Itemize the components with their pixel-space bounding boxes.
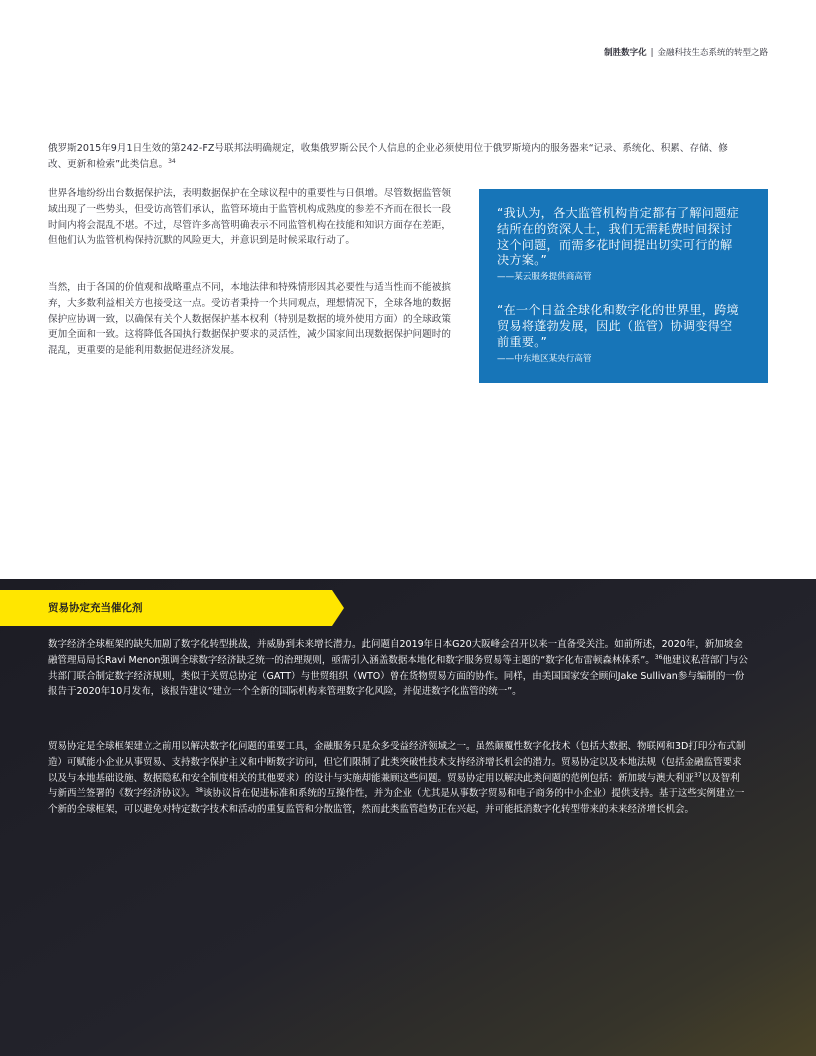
footnote-ref-34: 34 <box>168 157 176 165</box>
quote-cloud-provider-attribution: ——某云服务提供商高管 <box>497 272 592 283</box>
paragraph-trade-agreements-text-b: 以及智利与新西兰签署的《数字经济协议》。 <box>48 772 740 800</box>
paragraph-data-protection: 世界各地纷纷出台数据保护法，表明数据保护在全球议程中的重要性与日俱增。尽管数据监管领域出现了一些势头，但受访高管们承认，监管环境由于监管机构成熟度的参差不齐而在很长一段时间内将会混乱不堪。不过，尽管许多高管明确表示不同监管机构在技能和知识方面存在差距，但他们认为监管机构保持沉默的风险更大，并意识到是时候采取行动了。 <box>48 188 451 247</box>
quote-cloud-provider: “我认为，各大监管机构肯定都有了解问题症结所在的资深人士，我们无需耗费时间探讨这个问题，而需多花时间提出切实可行的解决方案。” <box>497 206 739 268</box>
footnote-ref-36: 36 <box>654 653 663 661</box>
section-title: 贸易协定充当催化剂 <box>48 602 143 614</box>
section-banner <box>0 590 350 626</box>
paragraph-russia-law-text: 俄罗斯2015年9月1日生效的第242-FZ号联邦法明确规定，收集俄罗斯公民个人信息的企业必须使用位于俄罗斯境内的服务器来“记录、系统化、积累、存储、修改、更新和检索”此类信息。 <box>48 143 728 170</box>
footnote-ref-37: 37 <box>694 771 702 779</box>
paragraph-harmonization: 当然，由于各国的价值观和战略重点不同，本地法律和特殊情形因其必要性与适当性而不能被摈弃，大多数利益相关方也接受这一点。受访者秉持一个共同观点，理想情况下，全球各地的数据保护应协调一致，以确保有关个人数据保护基本权利（特别是数据的境外使用方面）的全球政策更加全面和一致。这将降低各国执行数据保护要求的灵活性，减少国家间出现数据保护问题时的混乱，更重要的是能利用数据促进经济发展。 <box>48 282 451 357</box>
paragraph-trade-agreements <box>48 739 748 818</box>
header-subtitle: 金融科技生态系统的转型之路 <box>657 48 768 58</box>
quote-central-bank: “在一个日益全球化和数字化的世界里，跨境贸易将蓬勃发展，因此（监管）协调变得空前重要。” <box>497 303 739 349</box>
paragraph-global-framework <box>48 637 748 700</box>
paragraph-global-framework-text-b: 他建议私营部门与公共部门联合制定数字经济规则，类似于关贸总协定（GATT）与世贸组织（WTO）曾在货物贸易方面的协作。同样，由美国国家安全顾问Jake Sullivan参与编制的一份报告于2020年10月发布，该报告建议“建立一个全新的国际机构来管理数字化风险，并促进数字化监管的统一”。 <box>48 654 748 698</box>
footnote-ref-38: 38 <box>195 787 203 795</box>
quote-central-bank-attribution: ——中东地区某央行高管 <box>497 353 592 364</box>
header-brand: 制胜数字化 <box>604 48 647 58</box>
paragraph-global-framework-text-a: 数字经济全球框架的缺失加剧了数字化转型挑战，并威胁到未来增长潜力。此问题自2019年日本G20大阪峰会召开以来一直备受关注。如前所述，2020年，新加坡金融管理局局长Ravi Menon强调全球数字经济缺乏统一的治理规则，亟需引入涵盖数据本地化和数字服务贸易等主题的“数字化布雷顿森林体系”。 <box>48 639 743 666</box>
paragraph-trade-agreements-text-a: 贸易协定是全球框架建立之前用以解决数字化问题的重要工具，金融服务只是众多受益经济领域之一。虽然颠覆性数字化技术（包括大数据、物联网和3D打印分布式制造）可赋能小企业从事贸易、支持数字保护主义和中断数字访问，但它们限制了此类突破性技术支持经济增长机会的潜力。贸易协定以及本地法规（包括金融监管要求以及与本地基础设施、数据隐私和安全制度相关的其他要求）的设计与实施却能兼顾这些问题。贸易协定用以解决此类问题的范例包括：新加坡与澳大利亚 <box>48 741 746 784</box>
paragraph-russia-law <box>48 141 728 173</box>
running-header <box>604 46 768 58</box>
header-separator: | <box>650 48 654 58</box>
pull-quote-box <box>479 189 768 383</box>
paragraph-trade-agreements-text-c: 该协议旨在促进标准和系统的互操作性，并为企业（尤其是从事数字贸易和电子商务的中小企业）提供支持。基于这些实例建立一个新的全球框架，可以避免对特定数字技术和活动的重复监管和分散监管，然而此类监管趋势正在兴起，并可能抵消数字化转型带来的未来经济增长机会。 <box>48 788 745 816</box>
